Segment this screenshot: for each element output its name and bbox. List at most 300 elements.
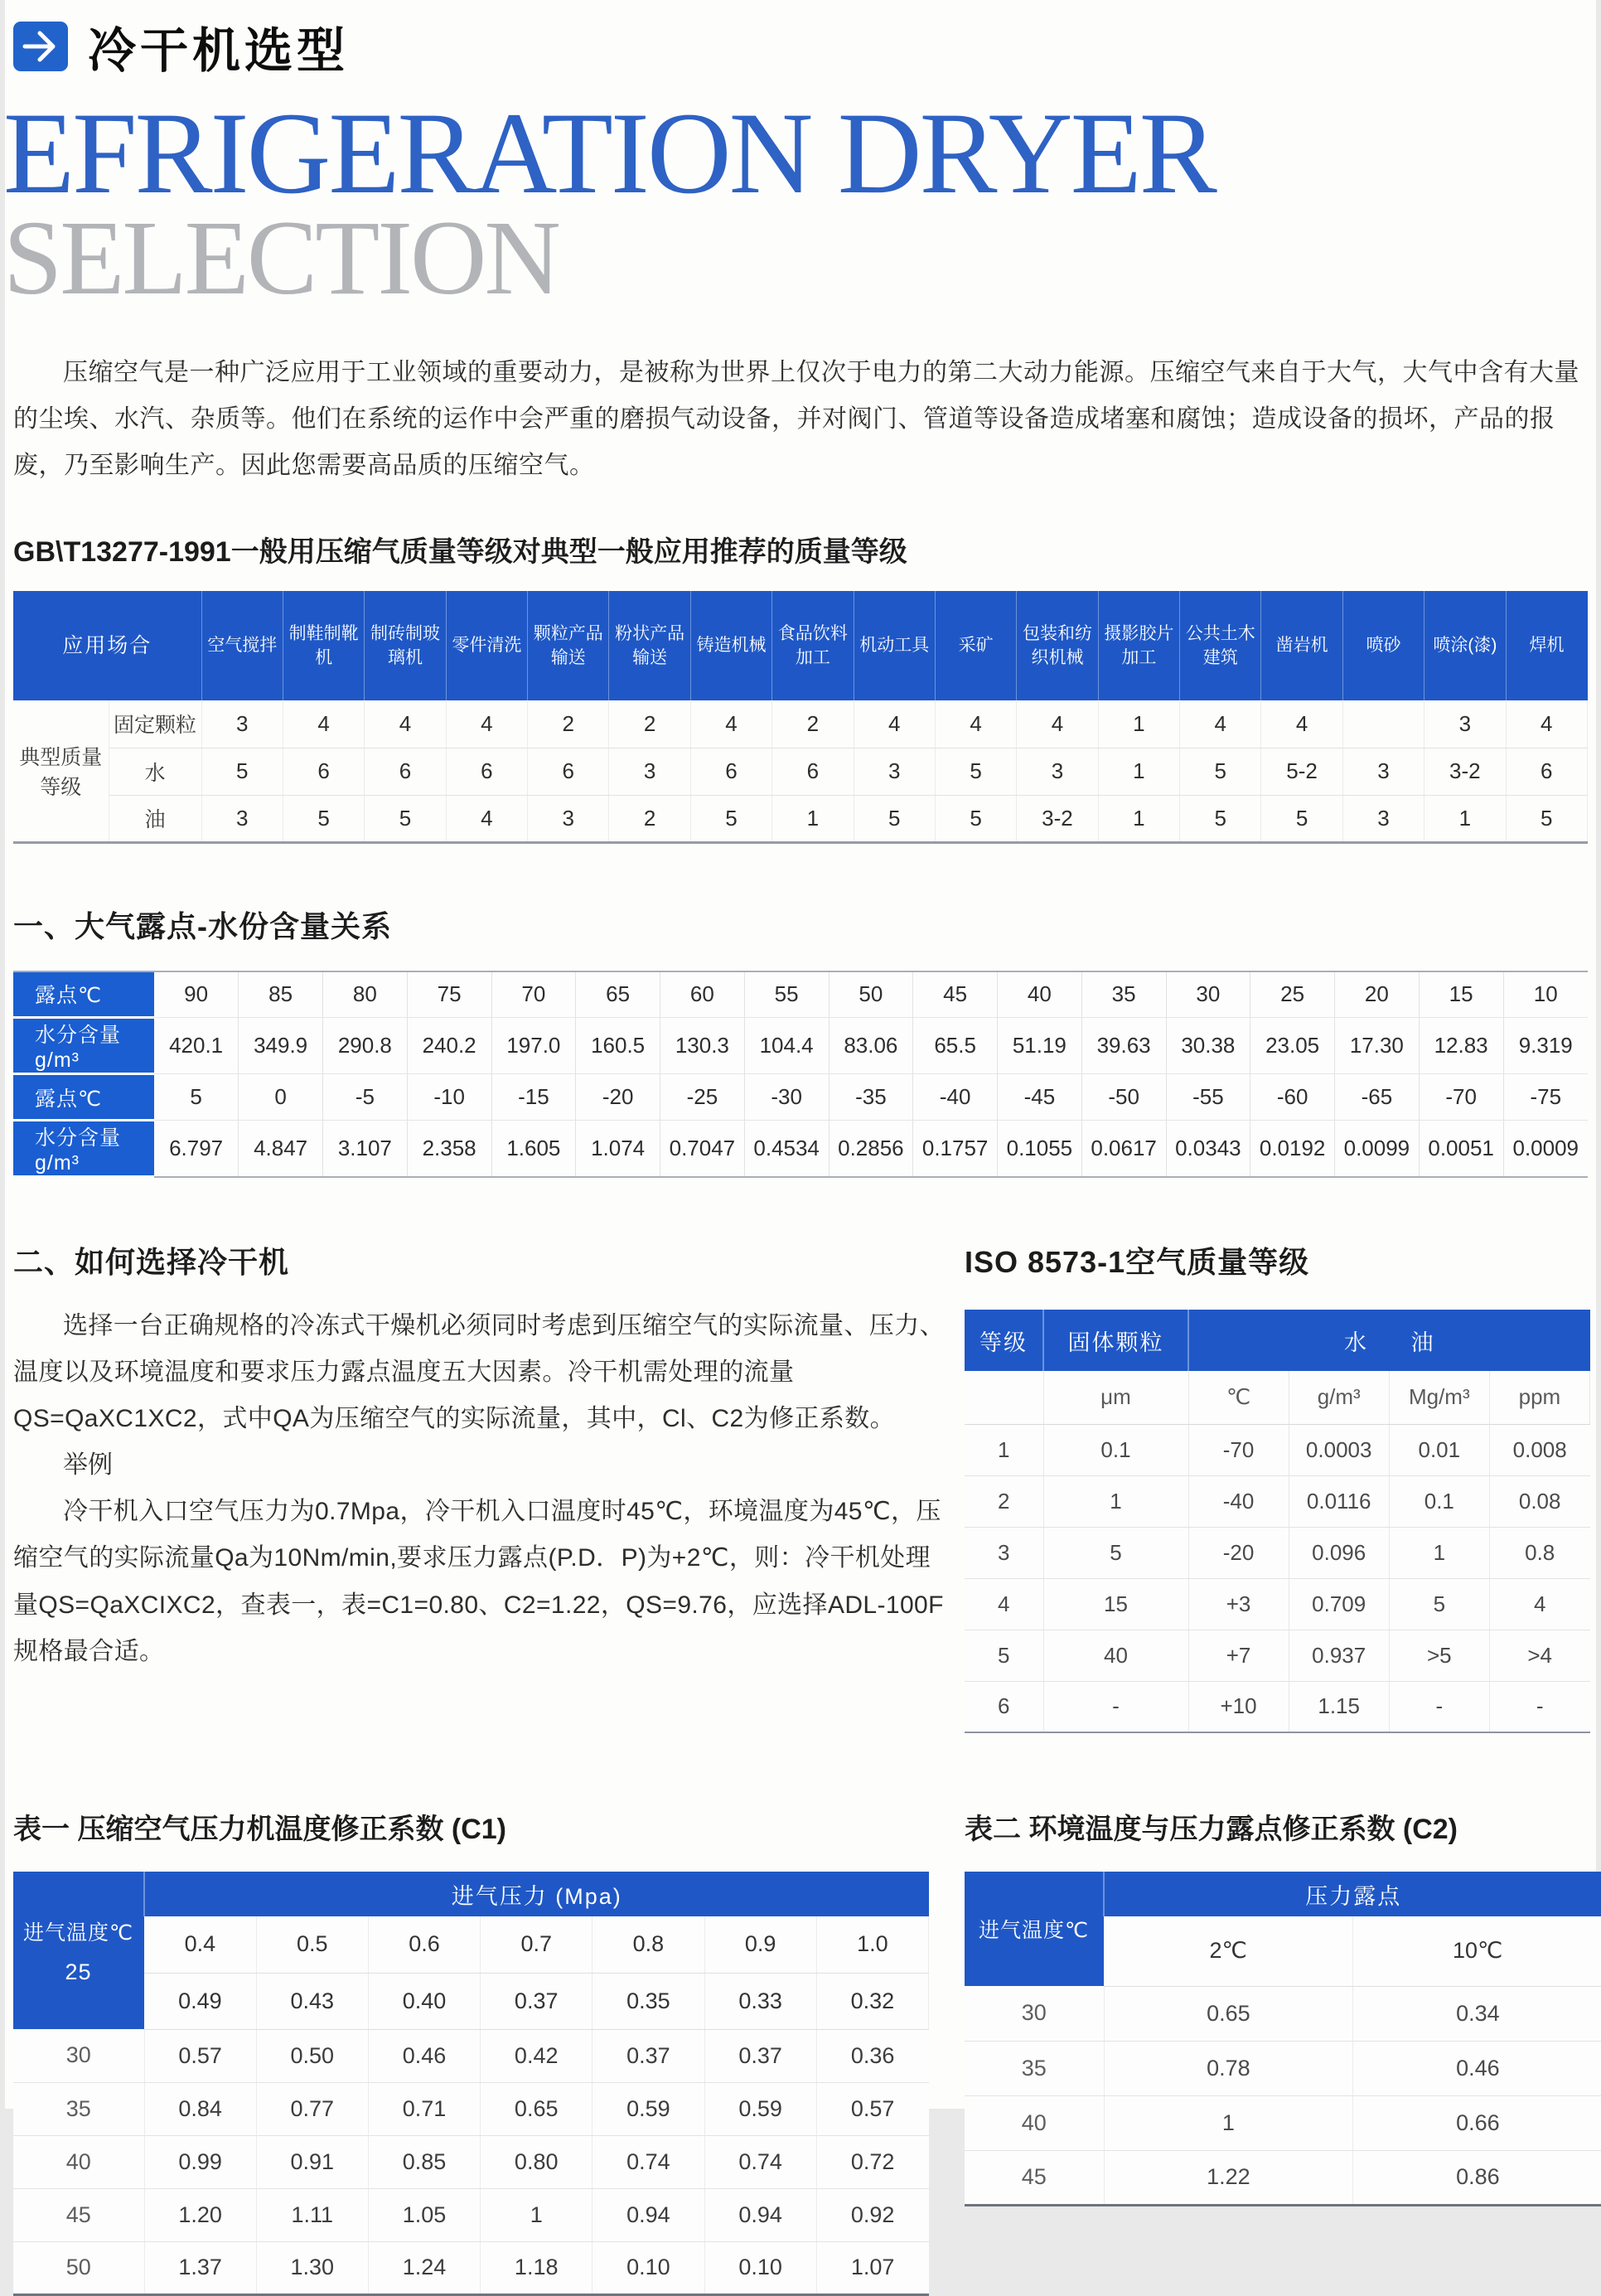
- t1-pressure-cell: 0.5: [256, 1916, 368, 1973]
- iso-value-cell: +3: [1188, 1578, 1289, 1630]
- t2-row-label: 40: [965, 2095, 1104, 2150]
- bottom-two-column: [13, 1806, 1588, 2296]
- table-row: [13, 2082, 929, 2135]
- gb-value-cell: 4: [1180, 700, 1261, 748]
- page-title-en-line2: SELECTION: [3, 198, 559, 317]
- t1-value-cell: 0.80: [481, 2135, 593, 2188]
- gb-value-cell: 3: [201, 795, 283, 842]
- table-row: [965, 1630, 1590, 1681]
- gb-corner-header: 应用场合: [13, 591, 201, 700]
- section2-paragraph1: 选择一台正确规格的冷冻式干燥机必须同时考虑到压缩空气的实际流量、压力、温度以及环境温度和要求压力露点温度五大因素。冷干机需处理的流量QS=QaXC1XC2，式中QA为压缩空气的实际流量，其中，Cl、C2为修正系数。: [13, 1312, 945, 1433]
- dew-value-cell: -65: [1335, 1074, 1420, 1121]
- dew-value-cell: 55: [744, 971, 829, 1018]
- t1-corner-line1: 进气温度℃: [22, 1921, 134, 1945]
- dew-value-cell: -5: [323, 1074, 408, 1121]
- dew-value-cell: 70: [491, 971, 576, 1018]
- gb-row-label: 固定颗粒: [109, 700, 201, 748]
- gb-value-cell: 1: [1424, 795, 1506, 842]
- dew-value-cell: 65: [576, 971, 660, 1018]
- t1-pressure-cell: 1.0: [816, 1916, 928, 1973]
- gb-value-cell: 3: [854, 748, 935, 795]
- t1-pressure-cell: 0.7: [481, 1916, 593, 1973]
- gb-quality-table: [13, 591, 1588, 844]
- iso-table-title: ISO 8573-1空气质量等级: [965, 1245, 1310, 1280]
- dew-value-cell: 75: [407, 971, 491, 1018]
- gb-column-header: 制砖制玻璃机: [365, 591, 446, 700]
- dew-value-cell: 0.4534: [744, 1121, 829, 1177]
- iso-value-cell: >5: [1389, 1630, 1489, 1681]
- gb-value-cell: 6: [446, 748, 527, 795]
- table-row: [13, 971, 1588, 1018]
- gb-value-cell: 5: [1180, 795, 1261, 842]
- t1-value-cell: 0.43: [256, 1973, 368, 2029]
- iso-value-cell: 40: [1043, 1630, 1188, 1681]
- iso-value-cell: 2: [965, 1475, 1043, 1527]
- gb-column-header: 喷砂: [1342, 591, 1424, 700]
- gb-column-header: 粉状产品输送: [609, 591, 690, 700]
- iso-unit-cell: μm: [1043, 1371, 1188, 1424]
- t1-value-cell: 0.46: [368, 2029, 480, 2082]
- iso-value-cell: 0.709: [1289, 1578, 1389, 1630]
- gb-value-cell: [1342, 700, 1424, 748]
- t1-value-cell: 0.36: [816, 2029, 928, 2082]
- dew-value-cell: -70: [1419, 1074, 1503, 1121]
- dew-value-cell: 20: [1335, 971, 1420, 1018]
- t1-value-cell: 0.49: [144, 1973, 256, 2029]
- t2-value-cell: 0.65: [1104, 1986, 1353, 2041]
- t1-value-cell: 1.30: [256, 2241, 368, 2294]
- gb-value-cell: 5: [283, 795, 364, 842]
- section2-title: 二、如何选择冷干机: [13, 1245, 290, 1280]
- gb-column-header: 机动工具: [854, 591, 935, 700]
- t2-value-cell: 0.34: [1353, 1986, 1601, 2041]
- iso-value-cell: 5: [1389, 1578, 1489, 1630]
- iso-value-cell: 0.1: [1043, 1424, 1188, 1475]
- iso-value-cell: >4: [1489, 1630, 1589, 1681]
- dew-value-cell: 83.06: [829, 1018, 913, 1074]
- gb-value-cell: 5: [1180, 748, 1261, 795]
- t2-corner-header: 进气温度℃: [965, 1872, 1104, 1986]
- iso-value-cell: 0.01: [1389, 1424, 1489, 1475]
- gb-column-header: 喷涂(漆): [1424, 591, 1506, 700]
- t1-value-cell: 0.72: [816, 2135, 928, 2188]
- iso-value-cell: 0.08: [1489, 1475, 1589, 1527]
- t1-value-cell: 1.05: [368, 2188, 480, 2241]
- dew-value-cell: -10: [407, 1074, 491, 1121]
- table-row: [965, 2095, 1601, 2150]
- dew-row-label: 露点℃: [13, 1074, 154, 1121]
- t1-value-cell: 0.92: [816, 2188, 928, 2241]
- dew-row-label: 水分含量g/m³: [13, 1018, 154, 1074]
- iso-quality-table: [965, 1310, 1590, 1733]
- t1-value-cell: 0.91: [256, 2135, 368, 2188]
- iso-value-cell: 1: [965, 1424, 1043, 1475]
- gb-value-cell: 2: [528, 700, 609, 748]
- dew-value-cell: 35: [1081, 971, 1166, 1018]
- dew-value-cell: 6.797: [154, 1121, 239, 1177]
- t2-value-cell: 0.46: [1353, 2041, 1601, 2095]
- gb-value-cell: 2: [772, 700, 854, 748]
- gb-column-header: 零件清洗: [446, 591, 527, 700]
- t1-value-cell: 0.32: [816, 1973, 928, 2029]
- t1-value-cell: 0.35: [593, 1973, 704, 2029]
- dew-value-cell: -20: [576, 1074, 660, 1121]
- t1-row-label: 30: [13, 2029, 144, 2082]
- t1-row-label: 35: [13, 2082, 144, 2135]
- dew-value-cell: 9.319: [1503, 1018, 1588, 1074]
- gb-value-cell: 5: [854, 795, 935, 842]
- gb-value-cell: 4: [1017, 700, 1098, 748]
- t1-value-cell: 0.85: [368, 2135, 480, 2188]
- iso-unit-cell: ppm: [1489, 1371, 1589, 1424]
- iso-value-cell: 0.937: [1289, 1630, 1389, 1681]
- t1-pressure-cell: 0.9: [704, 1916, 816, 1973]
- t1-value-cell: 0.10: [704, 2241, 816, 2294]
- gb-value-cell: 3: [1017, 748, 1098, 795]
- gb-value-cell: 5: [1506, 795, 1587, 842]
- table2-title: 表二 环境温度与压力露点修正系数 (C2): [965, 1814, 1458, 1846]
- t1-pressure-cell: 0.6: [368, 1916, 480, 1973]
- table1-title: 表一 压缩空气压力机温度修正系数 (C1): [13, 1814, 506, 1846]
- table-row: [965, 1578, 1590, 1630]
- dew-value-cell: 1.074: [576, 1121, 660, 1177]
- dew-value-cell: 420.1: [154, 1018, 239, 1074]
- dew-value-cell: 39.63: [1081, 1018, 1166, 1074]
- gb-column-header: 包装和纺织机械: [1017, 591, 1098, 700]
- iso-value-cell: -70: [1188, 1424, 1289, 1475]
- table-row: [13, 1074, 1588, 1121]
- t2-value-cell: 1: [1104, 2095, 1353, 2150]
- iso-value-cell: 1: [1389, 1527, 1489, 1578]
- t1-value-cell: 0.10: [593, 2241, 704, 2294]
- iso-value-cell: -20: [1188, 1527, 1289, 1578]
- page-header: [13, 0, 1588, 81]
- dew-value-cell: 1.605: [491, 1121, 576, 1177]
- t1-corner-line2: 25: [65, 1959, 92, 1984]
- table-row: [965, 1986, 1601, 2041]
- t1-header-row: [13, 1872, 929, 1916]
- table-row: [13, 2029, 929, 2082]
- dew-value-cell: 0.0617: [1081, 1121, 1166, 1177]
- dew-point-table: [13, 971, 1588, 1179]
- iso-value-cell: 4: [965, 1578, 1043, 1630]
- gb-column-header: 公共土木建筑: [1180, 591, 1261, 700]
- table-row: [13, 700, 1588, 748]
- t1-pressure-row: [13, 1916, 929, 1973]
- iso-value-cell: -: [1389, 1681, 1489, 1732]
- t1-value-cell: 0.37: [704, 2029, 816, 2082]
- dew-value-cell: 349.9: [239, 1018, 323, 1074]
- t2-row-label: 35: [965, 2041, 1104, 2095]
- gb-value-cell: 4: [283, 700, 364, 748]
- gb-value-cell: 4: [1506, 700, 1587, 748]
- gb-value-cell: 6: [1506, 748, 1587, 795]
- gb-value-cell: 4: [690, 700, 771, 748]
- gb-value-cell: 5: [1261, 795, 1342, 842]
- dew-value-cell: 40: [998, 971, 1082, 1018]
- t1-value-cell: 0.59: [593, 2082, 704, 2135]
- iso-units-row: [965, 1371, 1590, 1424]
- gb-row-label: 油: [109, 795, 201, 842]
- gb-column-header: 凿岩机: [1261, 591, 1342, 700]
- dew-value-cell: 23.05: [1250, 1018, 1335, 1074]
- gb-value-cell: 1: [1098, 700, 1179, 748]
- table-row: [965, 1527, 1590, 1578]
- dew-value-cell: 5: [154, 1074, 239, 1121]
- gb-value-cell: 5: [201, 748, 283, 795]
- iso-value-cell: 0.096: [1289, 1527, 1389, 1578]
- dew-value-cell: 60: [660, 971, 745, 1018]
- catalog-page: [3, 0, 1596, 2280]
- table-row: [965, 1681, 1590, 1732]
- iso-value-cell: 0.0003: [1289, 1424, 1389, 1475]
- table-row: [13, 2135, 929, 2188]
- gb-value-cell: 3: [1342, 748, 1424, 795]
- c1-correction-table: [13, 1872, 929, 2296]
- iso-unit-cell: g/m³: [1289, 1371, 1389, 1424]
- dew-value-cell: 25: [1250, 971, 1335, 1018]
- t1-value-cell: 0.42: [481, 2029, 593, 2082]
- gb-value-cell: 3: [1342, 795, 1424, 842]
- arrow-right-icon: [13, 22, 68, 71]
- gb-value-cell: 4: [365, 700, 446, 748]
- t1-pressure-header: 进气压力 (Mpa): [144, 1872, 929, 1916]
- dew-value-cell: 3.107: [323, 1121, 408, 1177]
- table-row: [13, 2188, 929, 2241]
- dew-value-cell: 0.2856: [829, 1121, 913, 1177]
- iso-value-cell: 0.8: [1489, 1527, 1589, 1578]
- iso-section: [950, 1239, 1590, 1733]
- gb-row-label: 水: [109, 748, 201, 795]
- gb-header-row: [13, 591, 1588, 700]
- gb-value-cell: 6: [365, 748, 446, 795]
- iso-value-cell: 0.1: [1389, 1475, 1489, 1527]
- iso-unit-cell: Mg/m³: [1389, 1371, 1489, 1424]
- dew-value-cell: 65.5: [913, 1018, 998, 1074]
- t1-value-cell: 0.74: [593, 2135, 704, 2188]
- iso-value-cell: -40: [1188, 1475, 1289, 1527]
- dew-row-label: 露点℃: [13, 971, 154, 1018]
- dew-row-label: 水分含量g/m³: [13, 1121, 154, 1177]
- gb-value-cell: 2: [609, 795, 690, 842]
- dew-value-cell: 130.3: [660, 1018, 745, 1074]
- gb-value-cell: 4: [854, 700, 935, 748]
- t2-dewpoint-cell: 2℃: [1104, 1916, 1353, 1986]
- t1-value-cell: 0.50: [256, 2029, 368, 2082]
- gb-value-cell: 3: [1424, 700, 1506, 748]
- gb-table-title: GB\T13277-1991一般用压缩气质量等级对典型一般应用推荐的质量等级: [13, 536, 907, 569]
- t2-value-cell: 0.66: [1353, 2095, 1601, 2150]
- dew-value-cell: 4.847: [239, 1121, 323, 1177]
- dew-value-cell: -30: [744, 1074, 829, 1121]
- t1-value-cell: 0.65: [481, 2082, 593, 2135]
- iso-value-cell: 1.15: [1289, 1681, 1389, 1732]
- dew-value-cell: 80: [323, 971, 408, 1018]
- dew-value-cell: 12.83: [1419, 1018, 1503, 1074]
- gb-value-cell: 1: [772, 795, 854, 842]
- iso-header-solid: 固体颗粒: [1043, 1310, 1188, 1371]
- table-row: [13, 748, 1588, 795]
- iso-value-cell: 0.0116: [1289, 1475, 1389, 1527]
- dew-value-cell: 10: [1503, 971, 1588, 1018]
- t1-row-label: 40: [13, 2135, 144, 2188]
- gb-value-cell: 3: [201, 700, 283, 748]
- page-title-en-line1: EFRIGERATION DRYER: [3, 89, 1215, 218]
- iso-value-cell: 15: [1043, 1578, 1188, 1630]
- gb-value-cell: 5: [935, 748, 1016, 795]
- iso-value-cell: 3: [965, 1527, 1043, 1578]
- gb-value-cell: 3-2: [1424, 748, 1506, 795]
- how-to-select-section: [13, 1239, 950, 1733]
- dew-value-cell: 240.2: [407, 1018, 491, 1074]
- dew-value-cell: -35: [829, 1074, 913, 1121]
- dew-value-cell: 90: [154, 971, 239, 1018]
- intro-paragraph: 压缩空气是一种广泛应用于工业领域的重要动力，是被称为世界上仅次于电力的第二大动力能源。压缩空气来自于大气，大气中含有大量的尘埃、水汽、杂质等。他们在系统的运作中会严重的磨损气动设备，并对阀门、管道等设备造成堵塞和腐蚀；造成设备的损坏，产品的报废，乃至影响生产。因此您需要高品质的压缩空气。: [13, 358, 1579, 479]
- section1-title: 一、大气露点-水份含量关系: [13, 908, 392, 943]
- dew-value-cell: 0.1757: [913, 1121, 998, 1177]
- iso-value-cell: 5: [1043, 1527, 1188, 1578]
- dew-value-cell: 0.0099: [1335, 1121, 1420, 1177]
- dew-value-cell: 0.0343: [1166, 1121, 1250, 1177]
- gb-column-header: 食品饮料加工: [772, 591, 854, 700]
- table2-section: [950, 1806, 1601, 2296]
- dew-value-cell: -60: [1250, 1074, 1335, 1121]
- table-row: [13, 1018, 1588, 1074]
- iso-value-cell: +7: [1188, 1630, 1289, 1681]
- gb-column-header: 铸造机械: [690, 591, 771, 700]
- c2-correction-table: [965, 1872, 1601, 2206]
- table-row: [13, 2241, 929, 2294]
- gb-value-cell: 6: [528, 748, 609, 795]
- gb-column-header: 摄影胶片加工: [1098, 591, 1179, 700]
- t1-value-cell: 1.20: [144, 2188, 256, 2241]
- gb-value-cell: 6: [690, 748, 771, 795]
- gb-value-cell: 2: [609, 700, 690, 748]
- gb-value-cell: 1: [1098, 748, 1179, 795]
- t2-header-row: [965, 1872, 1601, 1916]
- t1-value-cell: 0.57: [816, 2082, 928, 2135]
- iso-value-cell: 4: [1489, 1578, 1589, 1630]
- gb-value-cell: 4: [935, 700, 1016, 748]
- t2-value-cell: 0.86: [1353, 2150, 1601, 2205]
- iso-value-cell: 5: [965, 1630, 1043, 1681]
- example-label: 举例: [63, 1451, 113, 1480]
- dew-value-cell: 30: [1166, 971, 1250, 1018]
- gb-value-cell: 4: [1261, 700, 1342, 748]
- t2-row-label: 30: [965, 1986, 1104, 2041]
- dew-value-cell: 45: [913, 971, 998, 1018]
- dew-value-cell: 17.30: [1335, 1018, 1420, 1074]
- dew-value-cell: -75: [1503, 1074, 1588, 1121]
- t1-row-label: 50: [13, 2241, 144, 2294]
- table-row: [13, 795, 1588, 842]
- iso-unit-cell: ℃: [1188, 1371, 1289, 1424]
- gb-column-header: 空气搅拌: [201, 591, 283, 700]
- t1-value-cell: 1.37: [144, 2241, 256, 2294]
- t1-value-cell: 0.33: [704, 1973, 816, 2029]
- t1-corner-header: [13, 1872, 144, 2029]
- dew-value-cell: 0.0192: [1250, 1121, 1335, 1177]
- t1-value-cell: 1.24: [368, 2241, 480, 2294]
- gb-value-cell: 6: [772, 748, 854, 795]
- t1-value-cell: 0.40: [368, 1973, 480, 2029]
- dew-value-cell: 0.1055: [998, 1121, 1082, 1177]
- t1-value-cell: 0.77: [256, 2082, 368, 2135]
- gb-value-cell: 6: [283, 748, 364, 795]
- t1-value-cell: 0.84: [144, 2082, 256, 2135]
- iso-header-water-oil: 水 油: [1188, 1310, 1590, 1371]
- gb-value-cell: 3: [528, 795, 609, 842]
- middle-two-column: [13, 1239, 1588, 1733]
- dew-value-cell: 290.8: [323, 1018, 408, 1074]
- t2-value-cell: 0.78: [1104, 2041, 1353, 2095]
- iso-value-cell: +10: [1188, 1681, 1289, 1732]
- gb-column-header: 采矿: [935, 591, 1016, 700]
- page-title-cn: 冷干机选型: [88, 24, 350, 78]
- dew-value-cell: 30.38: [1166, 1018, 1250, 1074]
- gb-value-cell: 5-2: [1261, 748, 1342, 795]
- dew-value-cell: 0.7047: [660, 1121, 745, 1177]
- table-row: [965, 1475, 1590, 1527]
- t1-first-data-row: [13, 1973, 929, 2029]
- dew-value-cell: 0: [239, 1074, 323, 1121]
- gb-value-cell: 3-2: [1017, 795, 1098, 842]
- t2-dewpoint-cell: 10℃: [1353, 1916, 1601, 1986]
- dew-value-cell: 197.0: [491, 1018, 576, 1074]
- t1-value-cell: 0.99: [144, 2135, 256, 2188]
- iso-header-grade: 等级: [965, 1310, 1043, 1371]
- dew-value-cell: -45: [998, 1074, 1082, 1121]
- t1-value-cell: 0.59: [704, 2082, 816, 2135]
- gb-value-cell: 4: [446, 700, 527, 748]
- table-row: [965, 2150, 1601, 2205]
- t1-value-cell: 1: [481, 2188, 593, 2241]
- gb-value-cell: 1: [1098, 795, 1179, 842]
- iso-header-row: [965, 1310, 1590, 1371]
- iso-unit-blank: [965, 1371, 1043, 1424]
- t1-value-cell: 0.94: [593, 2188, 704, 2241]
- t1-value-cell: 0.74: [704, 2135, 816, 2188]
- dew-value-cell: -15: [491, 1074, 576, 1121]
- iso-value-cell: -: [1489, 1681, 1589, 1732]
- dew-value-cell: 2.358: [407, 1121, 491, 1177]
- iso-value-cell: 1: [1043, 1475, 1188, 1527]
- iso-value-cell: -: [1043, 1681, 1188, 1732]
- t1-value-cell: 1.07: [816, 2241, 928, 2294]
- table-row: [965, 1424, 1590, 1475]
- dew-value-cell: 15: [1419, 971, 1503, 1018]
- t2-dewpoint-header: 压力露点: [1104, 1872, 1601, 1916]
- t2-row-label: 45: [965, 2150, 1104, 2205]
- dew-value-cell: 0.0051: [1419, 1121, 1503, 1177]
- dew-value-cell: 50: [829, 971, 913, 1018]
- dew-value-cell: 160.5: [576, 1018, 660, 1074]
- gb-column-header: 制鞋制靴机: [283, 591, 364, 700]
- dew-value-cell: -55: [1166, 1074, 1250, 1121]
- gb-value-cell: 3: [609, 748, 690, 795]
- iso-value-cell: 6: [965, 1681, 1043, 1732]
- dew-value-cell: -40: [913, 1074, 998, 1121]
- gb-column-header: 颗粒产品输送: [528, 591, 609, 700]
- t1-value-cell: 1.18: [481, 2241, 593, 2294]
- iso-value-cell: 0.008: [1489, 1424, 1589, 1475]
- table-row: [13, 1121, 1588, 1177]
- dew-value-cell: 0.0009: [1503, 1121, 1588, 1177]
- dew-value-cell: 51.19: [998, 1018, 1082, 1074]
- dew-value-cell: -50: [1081, 1074, 1166, 1121]
- t1-value-cell: 0.94: [704, 2188, 816, 2241]
- table-row: [965, 2041, 1601, 2095]
